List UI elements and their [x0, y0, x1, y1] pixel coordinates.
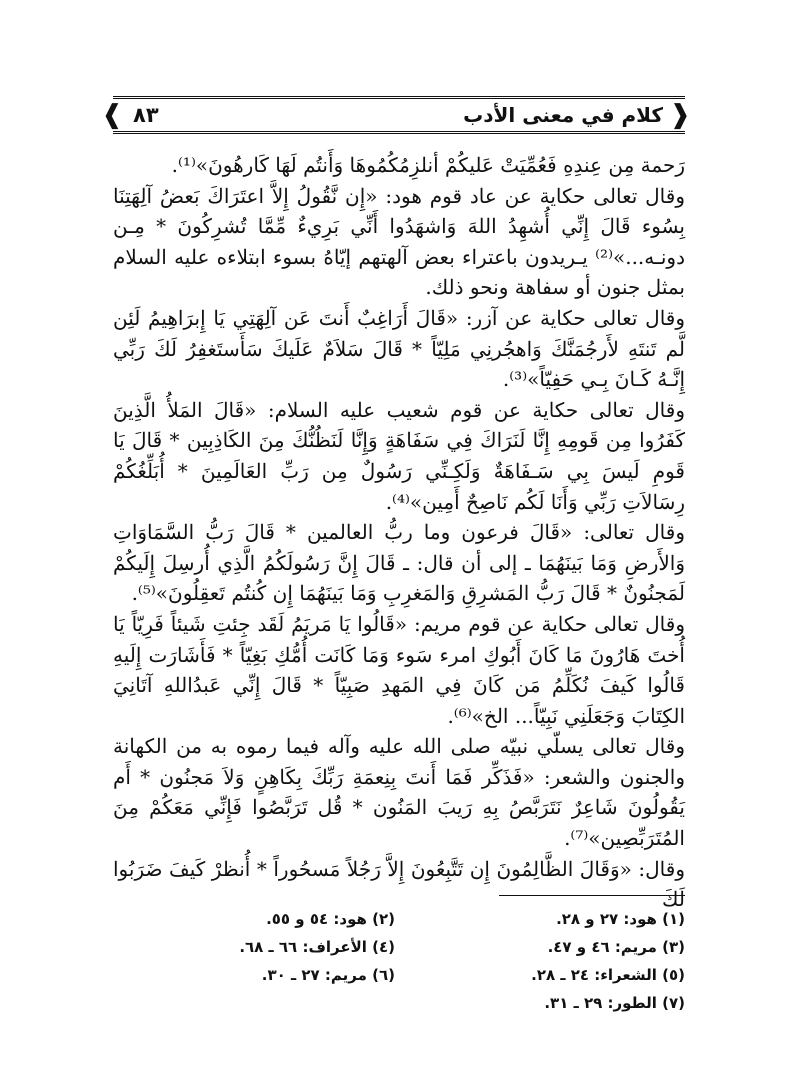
footnote: (٥) الشعراء: ٢٤ ـ ٢٨. — [531, 966, 685, 984]
paragraph: وقال تعالى يسلّي نبيّه صلى الله عليه وآله فيما رموه به من الكهانة والجنون والشعر: «فَذَكِّر فَمَا أَنتَ بِنِعمَةِ رَبِّكَ بِكَاهِنٍ وَلاَ مَجنُون * أَم يَقُولُونَ شَاعِرٌ نَتَرَبَّصُ بِهِ رَيبَ المَنُون * قُل تَرَبَّصُوا فَإِنِّي مَعَكُمْ مِنَ المُتَرَبِّصِين»⁽⁷⁾. — [113, 734, 685, 851]
paragraph: وقال: «وَقَالَ الظَّالِمُونَ إِن تَتَّبِعُونَ إِلاَّ رَجُلاً مَسحُوراً * أُنظرْ كَيفَ ضَرَبُوا لَكَ — [113, 856, 685, 912]
paragraph: وقال تعالى حكاية عن قوم شعيب عليه السلام: «قَالَ المَلأُ الَّذِينَ كَفَرُوا مِن قَومِهِ إِنَّا لَنَرَاكَ فِي سَفَاهَةٍ وَإِنَّا لَنَظُنُّكَ مِنَ الكَاذِبِين * قَالَ يَا قَومِ لَيسَ بِي سَـفَاهَةٌ وَلَكِـنِّي رَسُولٌ مِن رَبِّ العَالَمِينَ * أُبَلِّغُكُمْ رِسَالاَتِ رَبِّي وَأَنَا لَكُم نَاصِحٌ أَمِين»⁽⁴⁾. — [113, 397, 686, 514]
ornament-icon: ❰ — [669, 100, 691, 130]
footnote: (١) هود: ٢٧ و ٢٨. — [556, 910, 685, 928]
ornament-icon: ❱ — [101, 100, 123, 130]
footnote-row — [113, 933, 685, 961]
footnote-row — [113, 961, 685, 989]
paragraph: وقال تعالى حكاية عن قوم مريم: «قَالُوا يَا مَريَمُ لَقَد جِئتِ شَيئاً فَرِيّاً يَا أُختَ هَارُونَ مَا كَانَ أَبُوكِ امرء سَوء وَمَا كَانَت أُمُّكِ بَغِيّاً * فَأَشَارَت إِلَيهِ قَالُوا كَيفَ نُكَلِّمُ مَن كَانَ فِي المَهدِ صَبِيّاً * قَالَ إِنِّي عَبدُاللهِ آتَانِيَ الكِتَابَ وَجَعَلَنِي نَبِيّاً... الخ»⁽⁶⁾. — [113, 611, 685, 728]
running-title: كلام في معنى الأدب — [463, 103, 663, 127]
footnote-separator — [499, 895, 685, 896]
footnote: (٦) مريم: ٢٧ ـ ٣٠. — [261, 966, 395, 984]
footnote-row — [113, 905, 685, 933]
footnote: (٧) الطور: ٢٩ ـ ٣١. — [544, 994, 685, 1012]
footnote-row — [113, 989, 685, 1017]
footnote: (٣) مريم: ٤٦ و ٤٧. — [547, 938, 685, 956]
footnote: (٢) هود: ٥٤ و ٥٥. — [266, 910, 395, 928]
body-text — [113, 150, 685, 915]
page-number: ٨٣ — [133, 103, 159, 127]
paragraph: وقال تعالى حكاية عن عاد قوم هود: «إِن نَّقُولُ إِلاَّ اعتَرَاكَ بَعضُ آلِهَتِنَا بِسُوء قَالَ إِنِّي أُشهِدُ اللهَ وَاشهَدُوا أَنِّي بَرِيءٌ مِّمَّا تُشرِكُونَ * مِـن دونـه...»⁽²⁾ يـريدون باعتراء بعض آلهتهم إيّاهُ بسوء ابتلاءه عليه السلام بمثل جنون أو سفاهة ونحو ذلك. — [113, 183, 685, 300]
footnotes — [113, 905, 685, 1017]
paragraph: وقال تعالى حكاية عن آزر: «قَالَ أَرَاغِبٌ أَنتَ عَن آلِهَتِي يَا إِبرَاهِيمُ لَئِن لَّم تَنتَهِ لأَرجُمَنَّكَ وَاهجُرنِي مَلِيّاً * قَالَ سَلاَمٌ عَلَيكَ سَأَستَغفِرُ لَكَ رَبِّي إِنَّـهُ كَـانَ بِـي حَفِيّاً»⁽³⁾. — [113, 305, 685, 392]
paragraph: وقال تعالى: «قَالَ فرعون وما ربُّ العالمين * قَالَ رَبُّ السَّمَاوَاتِ وَالأَرضِ وَمَا بَينَهُمَا ـ إلى أن قال: ـ قَالَ إِنَّ رَسُولَكُمُ الَّذِي أُرسِلَ إِلَيكُمْ لَمَجنُونٌ * قَالَ رَبُّ المَشرِقِ وَالمَغرِبِ وَمَا بَينَهُمَا إِن كُنتُم تَعقِلُونَ»⁽⁵⁾. — [113, 520, 685, 606]
page-header — [101, 96, 691, 134]
footnote: (٤) الأعراف: ٦٦ ـ ٦٨. — [239, 938, 395, 956]
paragraph: رَحمة مِن عِندِهِ فَعُمِّيَتْ عَليكُمْ أنلزِمُكُمُوهَا وَأَنتُم لَهَا كَارهُونَ»⁽¹⁾. — [171, 153, 685, 177]
